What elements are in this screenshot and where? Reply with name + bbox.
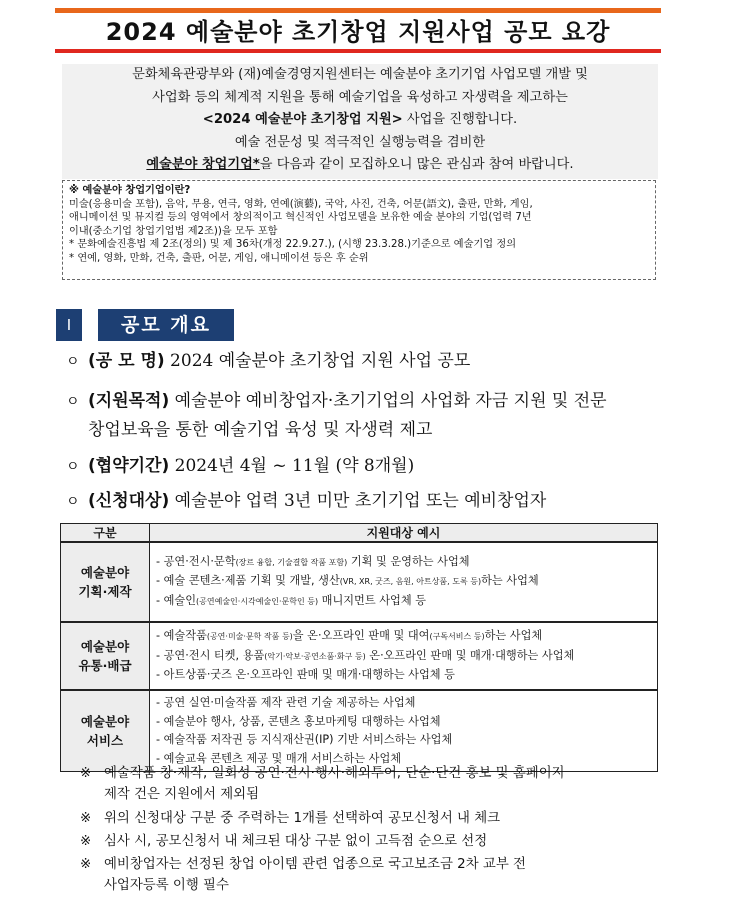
note-registration: ※ 예비창업자는 선정된 창업 아이템 관련 업종으로 국고보조금 2차 교부 전 사업자등록 이행 필수	[80, 857, 526, 893]
note-scoring: ※ 심사 시, 공모신청서 내 체크된 대상 구분 없이 고득점 순으로 선정	[80, 834, 488, 849]
intro-line-3: <2024 예술분야 초기창업 지원> 사업을 진행합니다.	[202, 112, 518, 127]
bullet-target: ㅇ (신청대상) 예술분야 업력 3년 미만 초기기업 또는 예비창업자	[66, 491, 547, 511]
category-cell: 예술분야 기획·제작	[61, 542, 150, 622]
program-name: <2024 예술분야 초기창업 지원>	[202, 112, 403, 127]
list-item: - 예술교육 콘텐츠 제공 및 매개 서비스하는 사업체	[156, 751, 402, 765]
table-row	[61, 622, 658, 690]
list-item: - 공연·전시 티켓, 용품(악기·악보·공연소품·화구 등) 온·오프라인 판매 및 매개·대행하는 사업체	[156, 648, 575, 662]
intro-box	[62, 64, 658, 179]
bullet-contest-name: ㅇ (공 모 명) 2024 예술분야 초기창업 지원 사업 공모	[66, 351, 471, 371]
intro-line-4: 예술 전문성 및 적극적인 실행능력을 겸비한	[234, 134, 486, 150]
table-row	[61, 542, 658, 622]
list-item: - 공연·전시·문학(장르 융합, 기술결합 작품 포함) 기획 및 운영하는 사업체	[156, 554, 470, 568]
startup-term: 예술분야 창업기업*	[146, 157, 260, 172]
examples-cell	[150, 622, 658, 690]
list-item: - 아트상품·굿즈 온·오프라인 판매 및 매개·대행하는 사업체 등	[156, 668, 455, 682]
category-cell: 예술분야 서비스	[61, 690, 150, 772]
table-header-examples: 지원대상 예시	[150, 524, 658, 543]
target-table	[60, 523, 658, 772]
category-cell: 예술분야 유통·배급	[61, 622, 150, 690]
list-item: - 예술작품(공연·미술·문학 작품 등)을 온·오프라인 판매 및 대여(구독서비스 등)하는 사업체	[156, 629, 543, 643]
section-title: 공모 개요	[98, 309, 234, 341]
intro-line-1: 문화체육관광부와 (재)예술경영지원센터는 예술분야 초기기업 사업모델 개발 및	[132, 67, 588, 82]
table-header-row	[61, 524, 658, 543]
section-number: Ⅰ	[56, 309, 82, 341]
list-item: - 예술 콘텐츠·제품 기획 및 개발, 생산(VR, XR, 굿즈, 음원, 아트상품, 도록 등)하는 사업체	[156, 574, 539, 588]
list-item: - 예술작품 저작권 등 지식재산권(IP) 기반 서비스하는 사업체	[156, 733, 453, 746]
page-title: 2024 예술분야 초기창업 지원사업 공모 요강	[105, 18, 611, 46]
bullet-purpose: ㅇ (지원목적) 예술분야 예비창업자·초기기업의 사업화 자금 지원 및 전문 창업보육을 통한 예술기업 육성 및 자생력 제고	[66, 391, 607, 440]
intro-line-2: 사업화 등의 체계적 지원을 통해 예술기업을 육성하고 자생력을 제고하는	[152, 89, 568, 105]
definition-line-2: 애니메이션 및 뮤지컬 등의 영역에서 창의적이고 혁신적인 사업모델을 보유한 예술 분야의 기업(업력 7년	[69, 212, 532, 223]
definition-footnote-1: * 문화예술진흥법 제 2조(정의) 및 제 36차(개정 22.9.27.), (시행 23.3.28.)기준으로 예술기업 정의	[69, 239, 517, 250]
note-select-one: ※ 위의 신청대상 구분 중 주력하는 1개를 선택하여 공모신청서 내 체크	[80, 811, 501, 826]
definition-line-3: 이내(중소기업 창업기업법 제2조))을 모두 포함	[69, 225, 278, 237]
intro-line-5: 예술분야 창업기업*을 다음과 같이 모집하오니 많은 관심과 참여 바랍니다.	[146, 157, 574, 172]
definition-footnote-2: * 연예, 영화, 만화, 건축, 출판, 어문, 게임, 애니메이션 등은 후 순위	[69, 252, 369, 264]
definition-box	[62, 180, 656, 280]
definition-line-1: 미술(응용미술 포함), 음악, 무용, 연극, 영화, 연예(演藝), 국악, 사진, 건축, 어문(語文), 출판, 만화, 게임,	[69, 198, 533, 210]
note-exclusion: ※ 예술작품 창·제작, 일회성 공연·전시·행사·해외투어, 단순·단건 홍보 및 홈페이지 제작 건은 지원에서 제외됨	[80, 766, 565, 802]
list-item: - 공연 실연·미술작품 제작 관련 기술 제공하는 사업체	[156, 696, 416, 709]
table-row	[61, 690, 658, 772]
title-bottom-rule	[55, 49, 661, 53]
table-header-category: 구분	[61, 524, 150, 543]
definition-heading: ※ 예술분야 창업기업이란?	[69, 185, 191, 196]
list-item: - 예술인(공연예술인·시각예술인·문학인 등) 매니지먼트 사업체 등	[156, 593, 427, 607]
examples-cell	[150, 542, 658, 622]
title-top-rule	[55, 8, 661, 13]
examples-cell	[150, 690, 658, 772]
list-item: - 예술분야 행사, 상품, 콘텐츠 홍보마케팅 대행하는 사업체	[156, 714, 441, 728]
bullet-period: ㅇ (협약기간) 2024년 4월 ~ 11월 (약 8개월)	[66, 456, 415, 476]
